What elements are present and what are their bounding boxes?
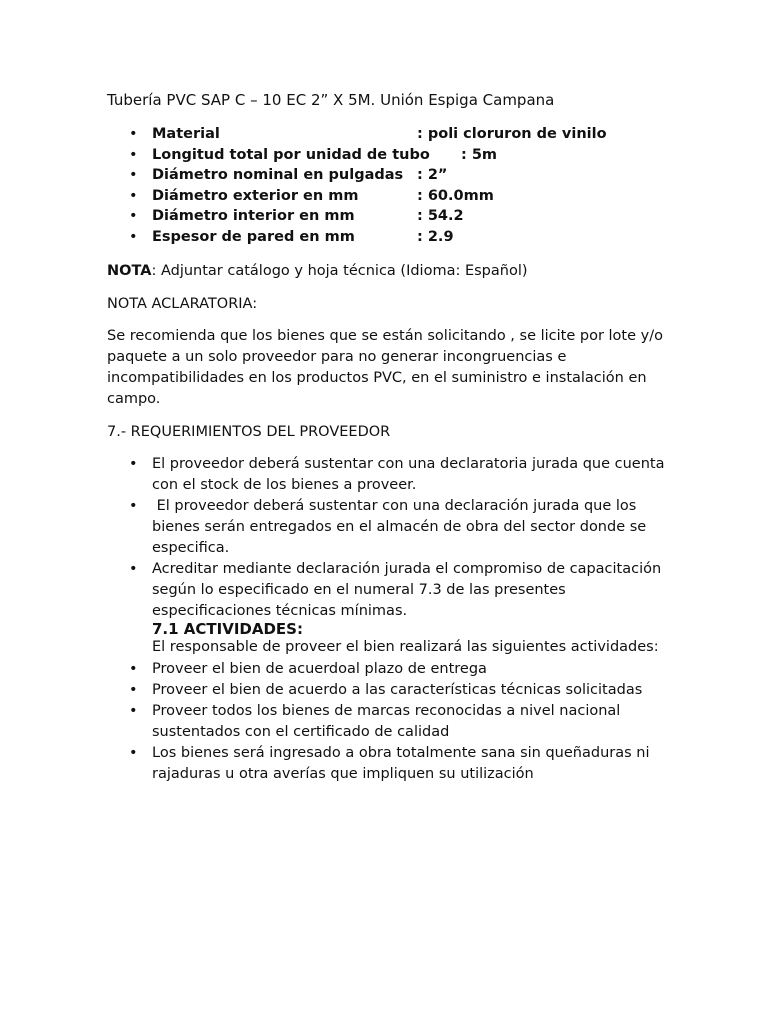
- requirement-item: [107, 496, 677, 559]
- spec-label: Longitud total por unidad de tubo: [152, 146, 430, 163]
- spec-label: Diámetro nominal en pulgadas: [152, 167, 404, 183]
- bullet-icon: •: [129, 126, 138, 142]
- spec-label: Diámetro exterior en mm: [152, 187, 359, 204]
- requirement-item: [107, 454, 677, 496]
- spec-list: [107, 124, 677, 247]
- requirement-item: [107, 559, 677, 622]
- bullet-icon: •: [129, 498, 138, 514]
- spec-value: : 5m: [461, 146, 498, 163]
- activity-item: [107, 659, 677, 680]
- spec-label: Diámetro interior en mm: [152, 208, 355, 224]
- bullet-icon: •: [129, 187, 138, 204]
- spec-label: Material: [152, 126, 220, 142]
- bullet-icon: •: [129, 661, 138, 677]
- requirements-list: [107, 454, 677, 622]
- requirement-text: El proveedor deberá sustentar con una declaratoria jurada que cuenta con el stock de los bienes a proveer.: [152, 456, 665, 493]
- activity-text: Proveer el bien de acuerdoal plazo de entrega: [152, 661, 487, 677]
- requirement-text: El proveedor deberá sustentar con una declaración jurada que los bienes serán entregados en el almacén de obra del sector donde se especifica.: [152, 498, 651, 556]
- spec-value: : poli cloruron de vinilo: [417, 126, 607, 142]
- bullet-icon: •: [129, 703, 138, 719]
- nota-aclaratoria-heading: NOTA ACLARATORIA:: [107, 296, 258, 312]
- activity-text: Los bienes será ingresado a obra totalmente sana sin queñaduras ni rajaduras u otra averías que impliquen su utilización: [152, 745, 650, 782]
- document-page: [107, 90, 677, 785]
- bullet-icon: •: [129, 208, 138, 224]
- spec-value: : 2.9: [417, 228, 454, 245]
- spec-item: [107, 124, 677, 145]
- activity-text: Proveer todos los bienes de marcas reconocidas a nivel nacional sustentados con el certificado de calidad: [152, 703, 621, 740]
- bullet-icon: •: [129, 456, 138, 472]
- bullet-icon: •: [129, 146, 138, 163]
- bullet-icon: •: [129, 228, 138, 245]
- nota-label: NOTA: [107, 263, 152, 279]
- bullet-icon: •: [129, 167, 138, 183]
- activity-text: Proveer el bien de acuerdo a las características técnicas solicitadas: [152, 682, 643, 698]
- nota-aclaratoria-text: Se recomienda que los bienes que se están solicitando , se licite por lote y/o paquete a un solo proveedor para no generar incongruencias e incompatibilidades en los productos PVC, en el suministro e instalación en campo.: [107, 328, 663, 407]
- activity-item: [107, 701, 677, 743]
- subsection-7-1-intro: El responsable de proveer el bien realizará las siguientes actividades:: [152, 639, 659, 655]
- subsection-7-1-heading: 7.1 ACTIVIDADES:: [152, 620, 303, 638]
- spec-item: [107, 145, 677, 166]
- activity-item: [107, 743, 677, 785]
- requirement-text: Acreditar mediante declaración jurada el compromiso de capacitación según lo especificado en el numeral 7.3 de las presentes especificaciones técnicas mínimas.: [152, 561, 662, 619]
- section-7-heading: 7.- REQUERIMIENTOS DEL PROVEEDOR: [107, 424, 391, 440]
- spec-item: [107, 206, 677, 227]
- bullet-icon: •: [129, 561, 138, 577]
- spec-value: : 2”: [417, 167, 448, 183]
- activities-list: [107, 659, 677, 785]
- spec-item: [107, 227, 677, 248]
- subsection-7-1: [107, 620, 677, 657]
- spec-item: [107, 186, 677, 207]
- spec-value: : 60.0mm: [417, 187, 494, 204]
- document-title: Tubería PVC SAP C – 10 EC 2” X 5M. Unión Espiga Campana: [107, 91, 555, 109]
- nota-text: : Adjuntar catálogo y hoja técnica (Idioma: Español): [151, 263, 528, 279]
- activity-item: [107, 680, 677, 701]
- spec-value: : 54.2: [417, 208, 464, 224]
- spec-item: [107, 165, 677, 186]
- nota-paragraph: [107, 261, 677, 282]
- bullet-icon: •: [129, 745, 138, 761]
- bullet-icon: •: [129, 682, 138, 698]
- spec-label: Espesor de pared en mm: [152, 228, 355, 245]
